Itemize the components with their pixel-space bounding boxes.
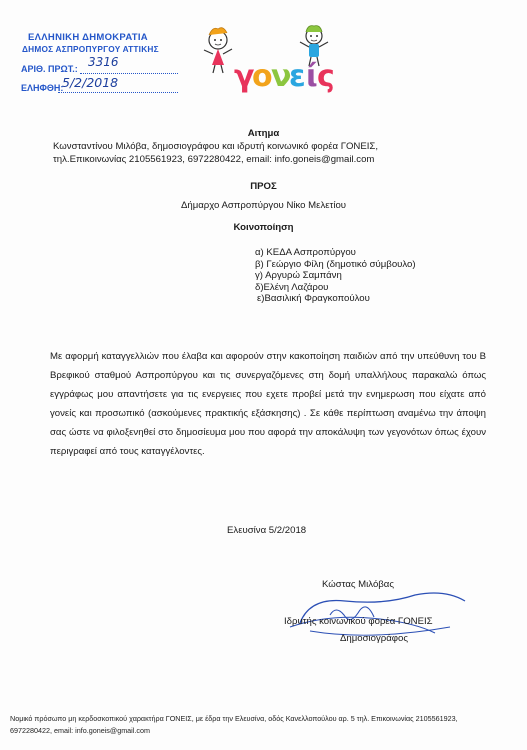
to-heading: ΠΡΟΣ [250,181,277,192]
recipient: Δήμαρχο Ασπροπύργου Νίκο Μελετίου [180,200,347,211]
svg-text:ν: ν [271,59,292,93]
goneis-logo [196,18,346,93]
subject-title: Αιτημα [247,128,280,139]
stamp-protocol-label: ΑΡΙΘ. ΠΡΩΤ.: [21,64,78,74]
signer-name: Κώστας Μιλόβας [322,579,394,590]
body-paragraph: Με αφορμή καταγγελλιών που έλαβα και αφορούν στην κακοποίηση παιδιών από την υπεύθυνη του Β Βρεφικού σταθμού Ασπροπύργου και τις συνεργαζόμενες στη δομή υπαλλήλους παρακαλώ όπως εγγράφως μου απαντήσετε για τις ενεργειες που εχετε προβεί μετά την ενημερωση που είχατε από γονείς και προσωπικό (ασκούμενες πρακτικής εξάσκησης) . Σε κάθε περίπτωση αναμένω την άποψη σας ώστε να φιλοξενηθεί στο δημοσίευμα μου που αφορά την αποκάλυψη των γεγονότων όπως έχουν περιγραφεί από τους καταγγέλοντες. [50,351,486,457]
signer-title: Ιδρυτής κοινωνικού φορέα ΓΟΝΕΙΣ [284,616,433,627]
cc-list [255,247,416,305]
svg-text:ς: ς [317,59,335,93]
goneis-wordmark [234,59,335,93]
footer-line-1: Νομικό πρόσωπο μη κερδοσκοπικού χαρακτήρα ΓΟΝΕΙΣ, με έδρα την Ελευσίνα, οδός Κανελλοπούλου αρ. 5 τηλ. Επικοινωνίας 2105561923, [10,714,458,723]
cc-item-a: α) ΚΕΔΑ Ασπροπύργου [255,247,356,258]
stamp-protocol-number: 3316 [88,55,119,69]
kid-figure-left-icon [204,28,232,73]
svg-text:ί: ί [306,59,318,93]
cc-item-b: β) Γεώργιο Φίλη (δημοτικό σύμβουλο) [255,258,416,270]
svg-text:ο: ο [252,59,273,93]
stamp-org-line2: ΔΗΜΟΣ ΑΣΠΡΟΠΥΡΓΟΥ ΑΤΤΙΚΗΣ [22,44,159,54]
stamp-received-date: 5/2/2018 [62,75,119,90]
cc-item-d: δ)Ελένη Λαζάρου [255,281,329,293]
place-date: Ελευσίνα 5/2/2018 [227,525,307,536]
cc-item-c: γ) Αργυρώ Σαμπάνη [255,270,342,281]
svg-text:γ: γ [234,59,255,93]
stamp-received-label: ΕΛΗΦΘΗ: [21,83,64,93]
footer [10,713,520,736]
sender-line-2: τηλ.Επικοινωνίας 2105561923, 6972280422, email: info.goneis@gmail.com [53,154,375,165]
registry-stamp [12,30,192,98]
sender-line-1: Κωνσταντίνου Μιλόβα, δημοσιογράφου και ιδρυτή κοινωνικό φορέα ΓΟΝΕΙΣ, [53,141,379,152]
signer-role: Δημοσιογράφος [340,633,408,644]
cc-heading: Κοινοποίηση [233,222,294,233]
footer-line-2: 6972280422, email: info.goneis@gmail.com [10,725,150,735]
svg-text:ε: ε [289,59,306,93]
stamp-org-line1: ΕΛΛΗΝΙΚΗ ΔΗΜΟΚΡΑΤΙΑ [28,32,148,43]
cc-item-e: ε)Βασιλική Φραγκοπούλου [257,293,370,304]
